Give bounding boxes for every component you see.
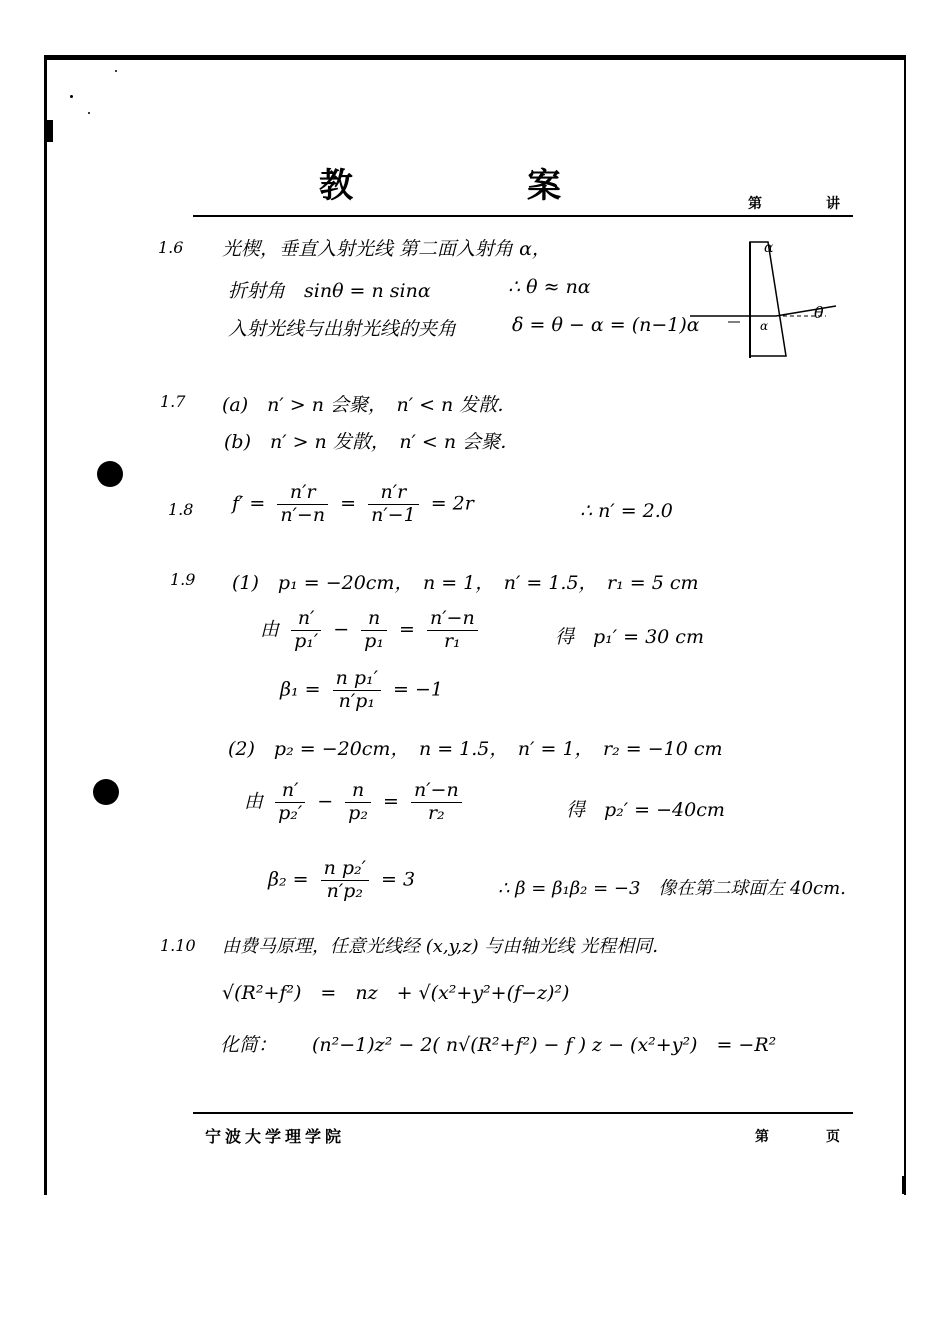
text-line: (a) n′ > n 会聚， n′ < n 发散． [222, 394, 517, 416]
punch-hole-upper [97, 461, 123, 487]
problem-number: 1.6 [158, 238, 184, 257]
equation: √(R²+f²) = nz + √(x²+y²+(f−z)²) [222, 982, 570, 1004]
page-title: 教 案 [319, 166, 631, 206]
header-rule [193, 215, 853, 217]
page-prefix: 第 [755, 1129, 769, 1145]
conclusion: ∴ β = β₁β₂ = −3 像在第二球面左 40cm. [498, 878, 846, 899]
eq-sign: = [340, 492, 357, 515]
footer-school: 宁波大学理学院 [205, 1127, 346, 1146]
by-label: 由 [244, 790, 264, 813]
text-line: 光楔，垂直入射光线 第二面入射角 α， [222, 238, 551, 260]
beta-rhs: = −1 [393, 678, 443, 701]
beta-lhs: β₁ = [280, 678, 321, 701]
fraction [275, 780, 305, 825]
text-line: 折射角 sinθ = n sinα [228, 280, 431, 302]
equation [280, 668, 443, 713]
minus-sign: − [333, 618, 350, 641]
fraction [277, 482, 328, 527]
problem-number: 1.8 [168, 500, 194, 519]
equation [244, 780, 468, 825]
text-line: (2) p₂ = −20cm， n = 1.5， n′ = 1， r₂ = −10 cm [228, 738, 723, 760]
denominator: r₂ [427, 801, 445, 824]
result: 得 p₂′ = −40cm [566, 799, 725, 821]
angle-label-alpha-inner: α [760, 319, 769, 333]
prism-outline [750, 242, 786, 356]
fraction [368, 482, 419, 527]
scan-speck [88, 112, 90, 114]
prism-diagram [688, 232, 838, 362]
problem-number: 1.9 [170, 570, 196, 589]
numerator: n p₂′ [321, 858, 369, 881]
eq-rhs: = 2r [430, 492, 474, 515]
fraction [321, 858, 369, 903]
angle-label-alpha: α [764, 240, 774, 256]
text-line: ∴ θ ≈ nα [508, 276, 591, 298]
text-line: δ = θ − α = (n−1)α [512, 314, 700, 336]
denominator: n′p₂ [326, 879, 363, 902]
numerator: n [345, 780, 371, 803]
result: ∴ n′ = 2.0 [580, 500, 673, 522]
text-line: 化简： [220, 1034, 278, 1056]
frame-corner-mark [902, 1176, 906, 1194]
numerator: n′−n [411, 780, 462, 803]
numerator: n′r [277, 482, 328, 505]
emergent-ray [776, 306, 836, 316]
eq-sign: = [399, 618, 415, 641]
beta-rhs: = 3 [381, 868, 416, 891]
text-line: (b) n′ > n 发散， n′ < n 会聚． [224, 431, 520, 453]
scan-speck [70, 95, 73, 98]
eq-sign: = [383, 790, 399, 813]
eq-lhs: f′ = [232, 492, 266, 515]
equation [232, 482, 474, 527]
by-label: 由 [260, 618, 280, 641]
denominator: p₁ [364, 629, 384, 652]
scan-speck [115, 70, 117, 72]
equation [268, 858, 415, 903]
equation: (n²−1)z² − 2( n√(R²+f²) − f ) z − (x²+y²) = −R² [312, 1034, 777, 1056]
fraction [411, 780, 462, 825]
equation [260, 608, 484, 653]
footer-page-number [755, 1126, 840, 1146]
result: 得 p₁′ = 30 cm [555, 626, 704, 648]
denominator: p₂′ [278, 801, 303, 824]
frame-notch [44, 120, 53, 142]
denominator: p₂ [348, 801, 368, 824]
denominator: p₁′ [294, 629, 319, 652]
text-line: 入射光线与出射光线的夹角 [228, 318, 457, 340]
denominator: r₁ [443, 629, 461, 652]
problem-number: 1.10 [160, 936, 196, 955]
numerator: n p₁′ [333, 668, 381, 691]
page-suffix: 页 [826, 1129, 840, 1145]
numerator: n′r [368, 482, 419, 505]
denominator: n′−n [280, 503, 326, 526]
fraction [427, 608, 478, 653]
fraction [361, 608, 387, 653]
fraction [291, 608, 321, 653]
fraction [345, 780, 371, 825]
problem-number: 1.7 [160, 392, 186, 411]
numerator: n′ [275, 780, 305, 803]
lecture-number [748, 193, 840, 213]
numerator: n′−n [427, 608, 478, 631]
text-line: 由费马原理，任意光线经 (x,y,z) 与由轴光线 光程相同． [222, 936, 671, 957]
fraction [333, 668, 381, 713]
denominator: n′p₁ [338, 689, 375, 712]
footer-rule [193, 1112, 853, 1114]
text-line: (1) p₁ = −20cm， n = 1， n′ = 1.5， r₁ = 5 cm [232, 572, 699, 594]
numerator: n [361, 608, 387, 631]
beta-lhs: β₂ = [268, 868, 309, 891]
minus-sign: − [317, 790, 334, 813]
punch-hole-lower [93, 779, 119, 805]
lecture-prefix: 第 [748, 196, 762, 212]
numerator: n′ [291, 608, 321, 631]
lecture-suffix: 讲 [826, 196, 840, 212]
angle-label-theta: θ [814, 303, 824, 322]
denominator: n′−1 [371, 503, 416, 526]
